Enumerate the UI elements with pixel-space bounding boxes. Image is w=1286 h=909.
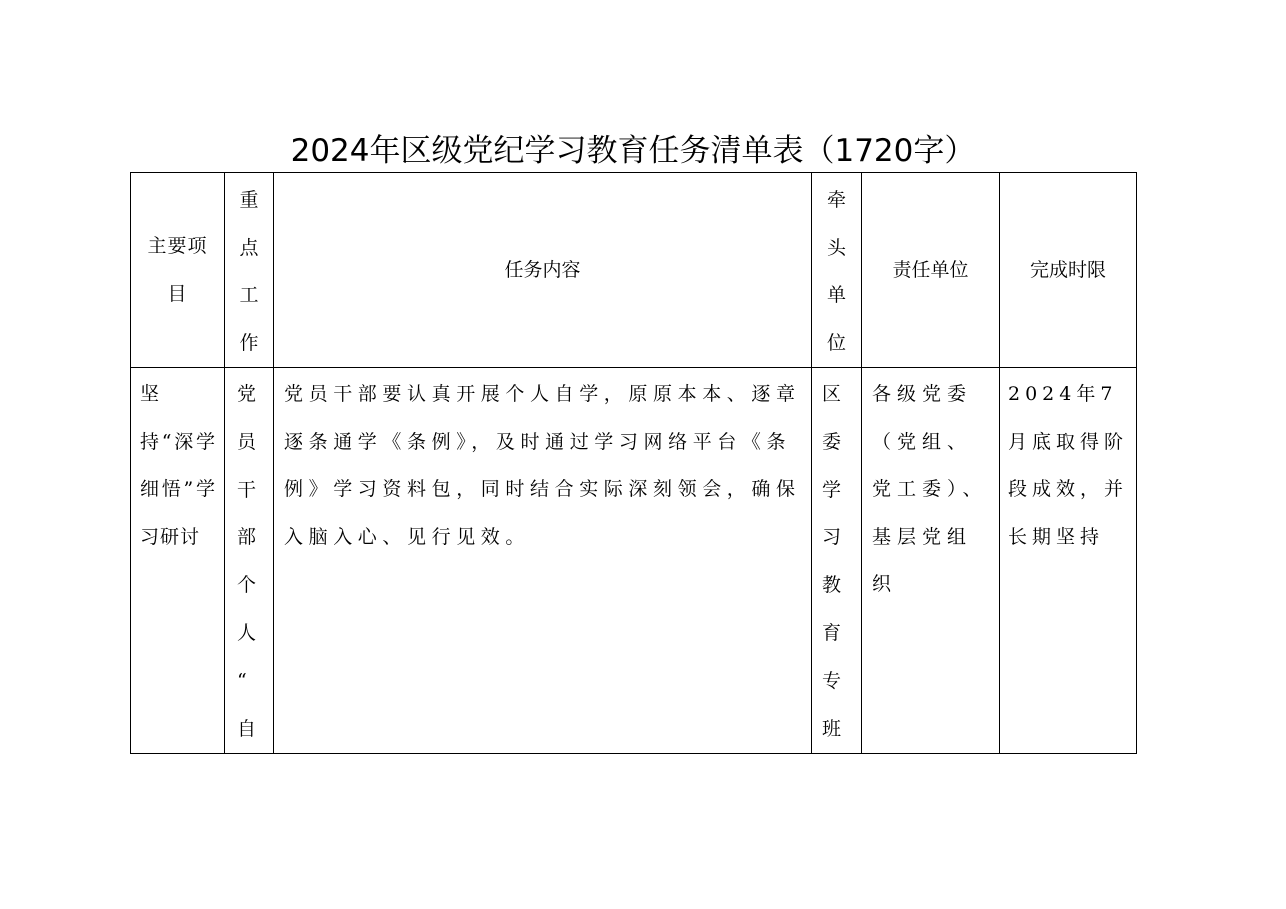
cell-lead-unit [812, 368, 862, 754]
header-char: 作 [239, 331, 259, 354]
cell-char: 干 [237, 478, 257, 501]
cell-char: 部 [237, 526, 257, 549]
cell-char: 教 [822, 574, 842, 597]
cell-char: 党 [237, 383, 257, 405]
cell-char: 学 [822, 478, 842, 501]
header-char: 牵 [826, 189, 846, 211]
task-list-table [130, 172, 1137, 754]
cell-char: 自 [237, 717, 257, 740]
page-title: 2024年区级党纪学习教育任务清单表（1720字） [290, 133, 976, 169]
table-header-row [131, 173, 1137, 368]
cell-deadline: 2024年7月底取得阶段成效，并长期坚持 [1000, 368, 1137, 754]
cell-responsible-unit: 各级党委（党组、党工委）、基层党组织 [862, 368, 1000, 754]
cell-key-work [225, 368, 274, 754]
cell-char: 员 [237, 430, 257, 453]
cell-char: 区 [822, 383, 842, 405]
header-char: 重 [239, 189, 259, 211]
header-char: 单 [826, 284, 846, 306]
header-char: 位 [826, 331, 846, 354]
cell-main-item: 坚 持“深学细悟”学习研讨 [131, 368, 225, 754]
cell-char: 人 [237, 621, 257, 644]
cell-char: 专 [822, 669, 842, 692]
cell-char: 育 [822, 621, 842, 644]
header-responsible-unit: 责任单位 [862, 173, 1000, 368]
cell-char: “ [237, 669, 247, 692]
header-lead-unit [812, 173, 862, 368]
header-main-item: 主要项目 [131, 173, 225, 368]
header-char: 工 [239, 284, 259, 306]
cell-task-content: 党员干部要认真开展个人自学，原原本本、逐章逐条通学《条例》，及时通过学习网络平台《条例》学习资料包，同时结合实际深刻领会，确保入脑入心、见行见效。 [274, 368, 812, 754]
table-row [131, 368, 1137, 754]
header-task-content: 任务内容 [274, 173, 812, 368]
cell-char: 委 [822, 430, 842, 453]
cell-char: 个 [237, 574, 257, 597]
cell-char: 习 [822, 526, 842, 549]
header-key-work [225, 173, 274, 368]
header-char: 头 [826, 236, 846, 259]
header-deadline: 完成时限 [1000, 173, 1137, 368]
cell-char: 班 [822, 717, 842, 740]
header-char: 点 [239, 236, 259, 259]
